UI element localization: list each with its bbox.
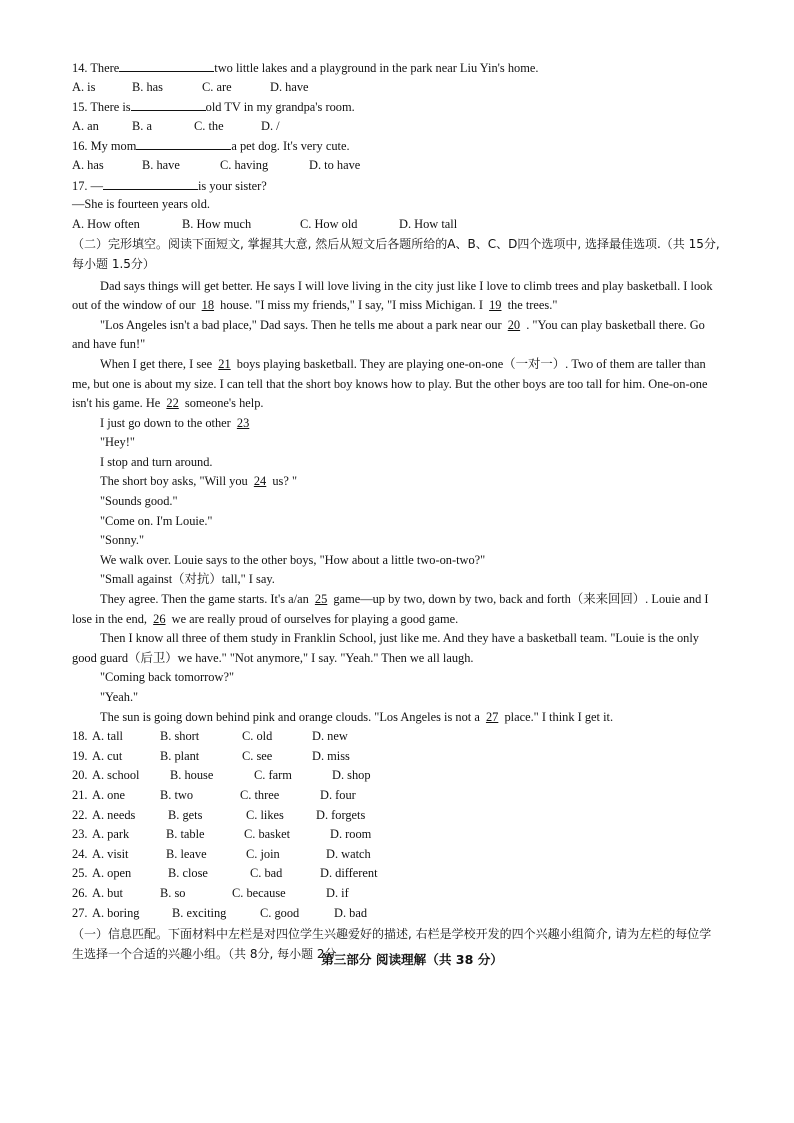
passage-paragraph-7 [72,472,722,492]
option-c: C. three [240,787,280,802]
question-14-stem-end: two little lakes and a playground in the park near Liu Yin's home. [214,61,539,75]
passage-text: us? " [272,474,298,489]
option-a: A. tall [92,729,123,744]
option-a: A. school [92,768,140,783]
question-14-stem-start: 14. There [72,61,120,75]
passage-paragraph-2 [72,316,722,355]
option-a: A. How often [72,216,140,231]
passage-paragraph-17 [72,708,722,728]
passage-paragraph-1 [72,277,722,316]
question-15-stem-end: old TV in my grandpa's room. [205,100,355,115]
option-a: A. one [92,787,126,802]
blank-25: 25 [314,592,328,607]
choice-row [72,727,722,747]
answer-blank [136,136,231,150]
passage-text: house. "I miss my friends," I say, "I miss Michigan. I [220,298,483,313]
passage-line: We walk over. Louie says to the other boys, "How about a little two-on-two?" [100,552,486,567]
answer-blank [103,176,198,190]
passage-text: Dad says things will get better. He says I will love living in the city just like I love to climb trees and play basketball. I look out of the window of our [72,278,713,313]
blank-26: 26 [153,611,166,626]
option-b: B. a [132,118,152,133]
passage-line: "Sonny." [100,533,145,548]
question-17-options [72,215,722,235]
option-d: D. shop [332,768,371,783]
question-17 [72,176,722,196]
option-d: D. How tall [399,216,458,231]
option-c: C. How old [300,216,358,231]
question-16-options [72,156,722,176]
passage-paragraph-4 [72,414,722,434]
option-c: C. are [202,79,232,94]
option-b: B. exciting [172,905,227,920]
option-a: A. park [92,827,130,842]
section-cloze-title: （二）完形填空。阅读下面短文, 掌握其大意, 然后从短文后各题所给的A、B、C、D四个选项中, 选择最佳选项.（共 15分, 每小题 1.5分） [72,237,720,271]
blank-18: 18 [201,298,215,313]
blank-24: 24 [253,474,267,489]
option-d: D. have [270,79,309,94]
choice-row [72,825,722,845]
blank-21: 21 [218,356,231,371]
option-a: A. visit [92,846,129,861]
question-17-stem-start: 17. — [72,178,103,193]
option-b: B. has [132,79,163,94]
option-c: C. see [242,748,273,763]
choice-number: 23. [72,827,88,842]
passage-line: "Coming back tomorrow?" [100,670,234,685]
blank-19: 19 [489,298,502,313]
question-14 [72,58,722,78]
option-b: B. close [168,866,208,881]
option-c: C. farm [254,768,292,783]
blank-23: 23 [236,415,250,430]
option-a: A. but [92,885,123,900]
choice-row [72,806,722,826]
option-d: D. different [320,866,378,881]
part-3-intro: （一）信息匹配。下面材料中左栏是对四位学生兴趣爱好的描述, 右栏是学校开发的四个兴趣小组简介, 请为左栏的每位学生选择一个合适的兴趣小组。（共 8分, 每小题 2分 [72,927,712,961]
option-b: B. table [166,827,205,842]
passage-text: I just go down to the other [100,415,231,430]
option-d: D. to have [309,157,361,172]
passage-line: I stop and turn around. [100,454,213,469]
choice-row [72,786,722,806]
passage-text: the trees." [507,298,558,313]
option-a: A. is [72,79,96,94]
option-a: A. needs [92,807,136,822]
worksheet-page [72,58,722,967]
option-c: C. having [220,157,269,172]
passage-paragraph-13 [72,590,722,629]
choice-number: 22. [72,807,88,822]
option-b: B. have [142,157,180,172]
passage-text: we are really proud of ourselves for playing a good game. [171,611,459,626]
option-b: B. plant [160,748,200,763]
option-c: C. the [194,118,224,133]
passage-text: "Los Angeles isn't a bad place," Dad says. Then he tells me about a park near our [100,317,502,332]
option-d: D. if [326,885,349,900]
option-b: B. How much [182,216,252,231]
passage-line: "Sounds good." [100,494,178,509]
option-b: B. so [160,885,186,900]
question-17-stem-end: is your sister? [197,178,267,193]
choice-number: 19. [72,748,88,763]
question-16-stem-start: 16. My mom [72,139,137,154]
option-c: C. good [260,905,300,920]
passage-text: place." I think I get it. [504,709,614,724]
option-c: C. likes [246,807,284,822]
passage-text: The short boy asks, "Will you [100,474,248,489]
question-15-stem-start: 15. There is [72,100,131,115]
passage-paragraph-3 [72,355,722,414]
option-a: A. open [92,866,132,881]
answer-blank [119,58,214,72]
choice-row [72,864,722,884]
option-b: B. two [160,787,194,802]
option-b: B. leave [166,846,207,861]
choice-number: 21. [72,787,88,802]
option-c: C. old [242,729,273,744]
choice-row [72,904,722,924]
option-d: D. four [320,787,356,802]
passage-text: game—up by two, down by two, back and forth（来来回回）. Louie and I lose in the end, [72,592,709,626]
option-d: D. miss [312,748,350,763]
passage-text: The sun is going down behind pink and orange clouds. "Los Angeles is not a [100,709,480,724]
cloze-choices [72,727,722,923]
choice-row [72,845,722,865]
option-d: D. room [330,827,372,842]
choice-row [72,884,722,904]
question-17-reply: —She is fourteen years old. [72,197,210,212]
option-c: C. because [232,885,286,900]
option-a: A. an [72,118,99,133]
choice-number: 18. [72,729,88,744]
option-a: A. cut [92,748,123,763]
option-d: D. forgets [316,807,366,822]
passage-text: They agree. Then the game starts. It's a/an [100,592,309,607]
option-a: A. has [72,157,104,172]
option-b: B. short [160,729,200,744]
choice-number: 25. [72,866,88,881]
option-c: C. basket [244,827,291,842]
passage-text: When I get there, I see [100,356,213,371]
blank-27: 27 [485,709,499,724]
option-b: B. gets [168,807,203,822]
passage-text: . "You can play basketball there. Go and have fun!" [72,317,705,352]
question-15 [72,97,722,117]
passage-text: someone's help. [184,396,264,411]
option-b: B. house [170,768,214,783]
option-d: D. / [261,118,280,133]
passage-paragraph-14: Then I know all three of them study in Franklin School, just like me. And they have a basketball team. "Louie is the only good guard（后卫）we have." "Not anymore," I say. "Yeah." Then we all laugh. [72,631,699,665]
question-16 [72,136,722,156]
choice-row [72,747,722,767]
question-16-stem-end: a pet dog. It's very cute. [231,139,350,154]
choice-number: 24. [72,846,88,861]
option-d: D. bad [334,905,368,920]
passage-line: "Yeah." [100,690,139,704]
option-d: D. new [312,729,348,744]
passage-line: "Hey!" [100,435,135,450]
blank-20: 20 [507,317,521,332]
option-c: C. bad [250,866,283,881]
passage-line: "Small against（对抗）tall," I say. [100,572,275,587]
passage-text: boys playing basketball. They are playing one-on-one（一对一）. Two of them are taller than me, but one is about my size. I can tell that the short boy knows how to play. But the other boys are too tall for him. One-on-one isn't his game. He [72,356,708,411]
answer-blank [131,97,206,111]
option-a: A. boring [92,905,140,920]
choice-number: 27. [72,905,88,920]
question-14-options [72,78,722,98]
choice-number: 26. [72,885,88,900]
passage-line: "Come on. I'm Louie." [100,513,213,528]
blank-22: 22 [166,396,179,411]
option-d: D. watch [326,846,371,861]
choice-number: 20. [72,768,88,783]
part-3-heading: 第三部分 阅读理解（共 38 分） [321,952,503,967]
choice-row [72,766,722,786]
option-c: C. join [246,846,280,861]
question-15-options [72,117,722,137]
